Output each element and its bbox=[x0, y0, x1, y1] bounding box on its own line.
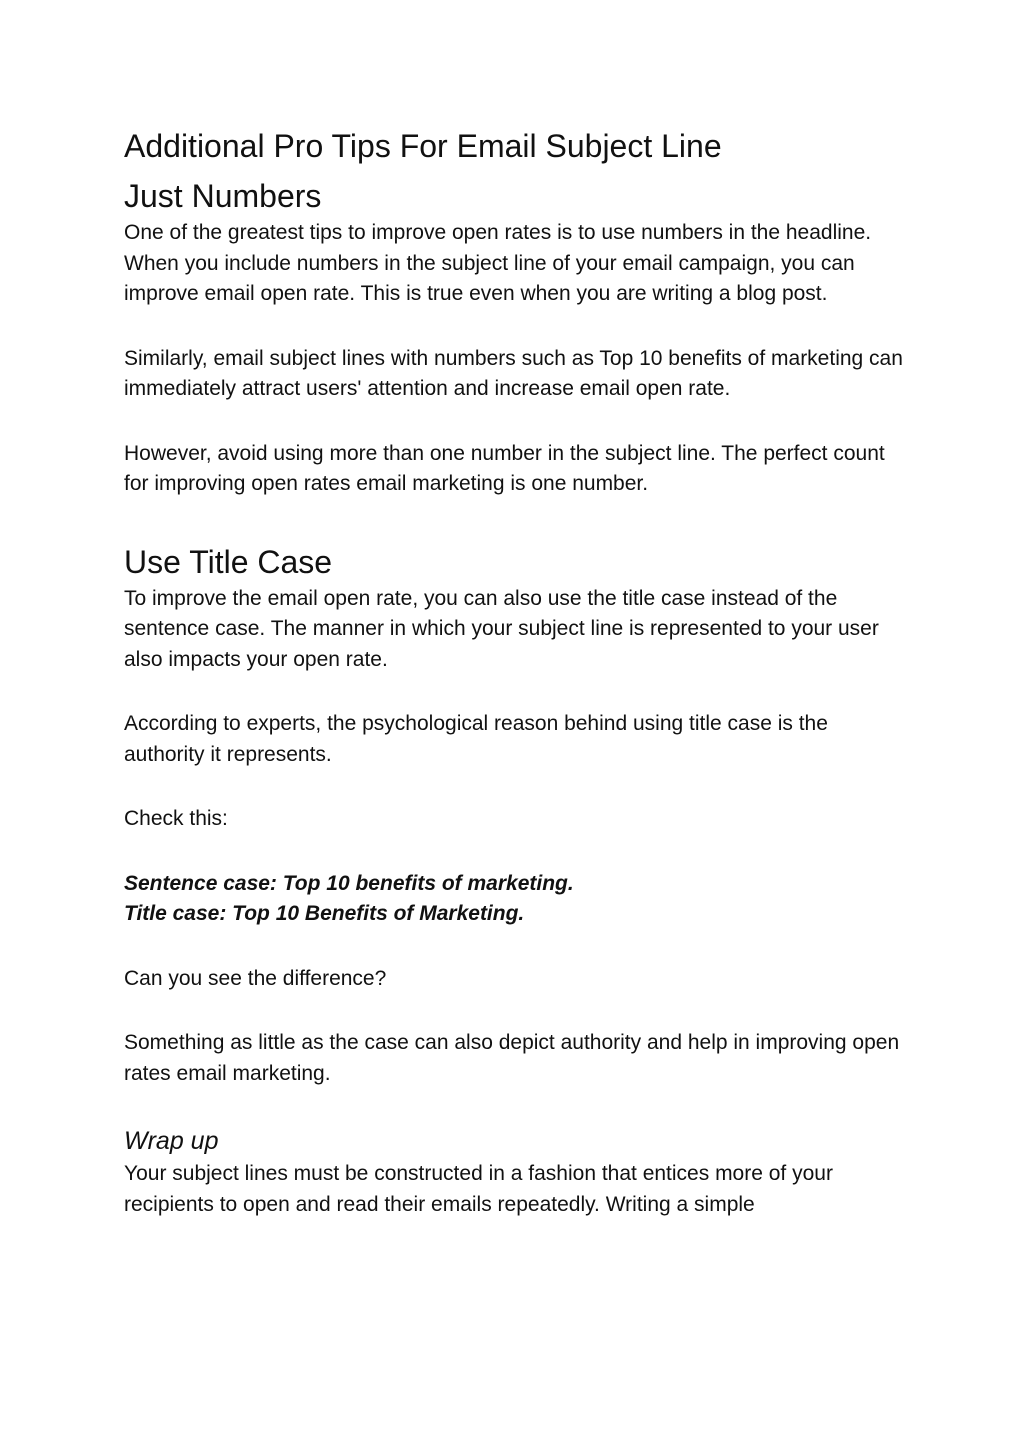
example-sentence-case: Sentence case: Top 10 benefits of marketing. bbox=[124, 871, 574, 895]
paragraph: Check this: bbox=[124, 807, 228, 830]
paragraph: To improve the email open rate, you can also use the title case instead of the sentence case. The manner in which your subject line is represented to your user also impacts your open rate. bbox=[124, 586, 879, 671]
paragraph: According to experts, the psychological reason behind using title case is the authority it represents. bbox=[124, 712, 828, 766]
section-heading-title-case: Use Title Case bbox=[124, 543, 333, 580]
paragraph: Can you see the difference? bbox=[124, 966, 387, 990]
section-heading-just-numbers: Just Numbers bbox=[124, 178, 322, 214]
paragraph: Something as little as the case can also depict authority and help in improving open rates email marketing. bbox=[124, 1031, 900, 1085]
paragraph: One of the greatest tips to improve open rates is to use numbers in the headline. When you include numbers in the subject line of your email campaign, you can improve email open rate. This is true even when you are writing a blog post. bbox=[124, 221, 872, 305]
example-title-case: Title case: Top 10 Benefits of Marketing. bbox=[124, 902, 525, 925]
document-page bbox=[124, 124, 914, 1220]
paragraph: However, avoid using more than one number in the subject line. The perfect count for improving open rates email marketing is one number. bbox=[124, 441, 885, 495]
paragraph: Your subject lines must be constructed in a fashion that entices more of your recipients to open and read their emails repeatedly. Writing a simple bbox=[124, 1162, 833, 1216]
paragraph: Similarly, email subject lines with numbers such as Top 10 benefits of marketing can immediately attract users' attention and increase email open rate. bbox=[124, 346, 903, 400]
section-heading-wrap-up: Wrap up bbox=[124, 1127, 219, 1155]
document-title: Additional Pro Tips For Email Subject Line bbox=[124, 128, 722, 164]
